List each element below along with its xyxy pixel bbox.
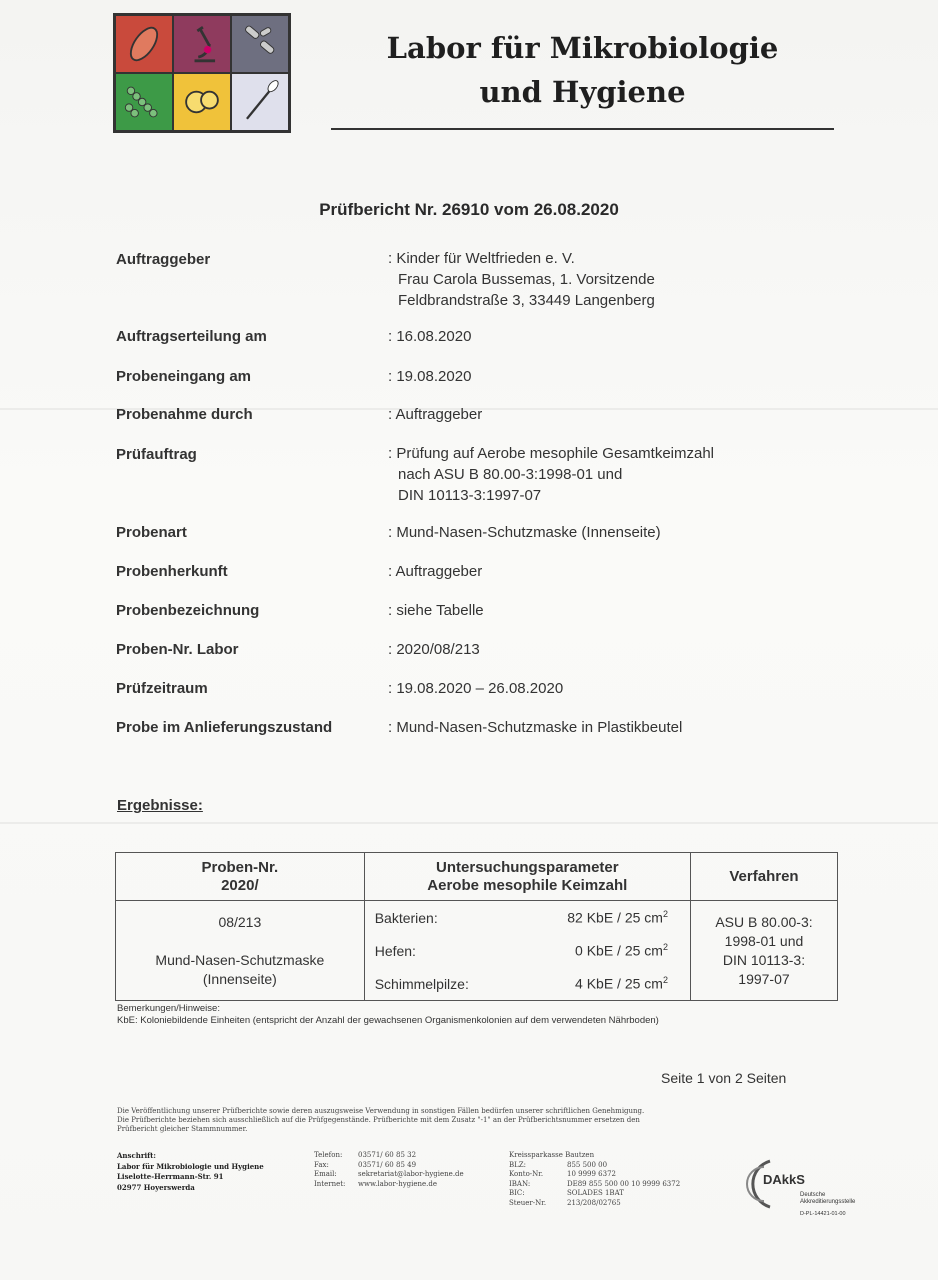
bank-name: Kreissparkasse Bautzen	[509, 1151, 595, 1159]
param-row-bakterien	[365, 901, 690, 934]
dakks-logo-text: DAkkS	[763, 1172, 805, 1187]
method-line: 1998-01 und	[724, 932, 804, 949]
field-value-auftraggeber	[388, 248, 655, 311]
lab-title-line2: und Hygiene	[479, 75, 686, 109]
legal-line: Die Prüfberichte beziehen sich ausschließlich auf die Prüfgegenstände. Prüfberichte mit dem Zusatz "-1" an der Prüfberichtsnummer ersetzen den	[117, 1116, 640, 1124]
contact-phone: Telefon: 03571/ 60 85 32	[314, 1151, 417, 1159]
footer-bank	[509, 1151, 680, 1208]
field-value-auftragserteilung: : 16.08.2020	[388, 328, 472, 345]
results-heading: Ergebnisse:	[117, 797, 203, 814]
field-value-proben-nr: : 2020/08/213	[388, 641, 480, 658]
value-line: Frau Carola Bussemas, 1. Vorsitzende	[398, 271, 655, 288]
header-text: Untersuchungsparameter	[436, 858, 619, 876]
report-title: Prüfbericht Nr. 26910 vom 26.08.2020	[319, 200, 619, 219]
bank-row: BLZ: 855 500 00	[509, 1160, 608, 1169]
logo-tile-cells-icon	[173, 73, 231, 131]
dakks-id: D-PL-14421-01-00	[800, 1211, 846, 1217]
logo-tile-chain-icon	[115, 73, 173, 131]
sample-name: Mund-Nasen-Schutzmaske	[155, 952, 325, 968]
param-name: Hefen:	[374, 942, 416, 959]
lab-title-line1: Labor für Mikrobiologie	[386, 31, 779, 65]
logo-tile-bacterium-icon	[115, 15, 173, 73]
bank-row: Konto-Nr. 10 9999 6372	[509, 1170, 616, 1178]
param-row-hefen	[365, 934, 690, 967]
header-parameter	[364, 853, 690, 901]
logo-tile-rods-icon	[231, 15, 289, 73]
sample-cell	[116, 901, 365, 1001]
footer-contact	[314, 1151, 464, 1189]
legal-notice	[117, 1107, 823, 1134]
header-text: 2020/	[221, 876, 259, 894]
method-line: 1997-07	[738, 970, 790, 987]
value-line: : Kinder für Weltfrieden e. V.	[388, 250, 575, 267]
field-value-pruefzeitraum: : 19.08.2020 – 26.08.2020	[388, 680, 564, 697]
header-text: Proben-Nr.	[201, 858, 279, 876]
field-label-auftraggeber: Auftraggeber	[116, 251, 211, 268]
paper-fold	[0, 822, 938, 824]
lab-logo	[113, 13, 291, 133]
sample-id: 08/213	[218, 914, 262, 930]
field-label-probenbezeichnung: Probenbezeichnung	[116, 602, 260, 619]
sample-name: (Innenseite)	[202, 971, 277, 987]
field-label-probenahme: Probenahme durch	[116, 406, 253, 423]
field-label-pruefzeitraum: Prüfzeitraum	[116, 680, 208, 697]
method-cell	[690, 901, 837, 1001]
param-value: 4 KbE / 25 $cm^2$	[575, 975, 668, 992]
field-value-probenbezeichnung: : siehe Tabelle	[388, 602, 484, 619]
field-value-pruefauftrag	[388, 443, 714, 506]
parameter-cell	[364, 901, 690, 1001]
field-label-proben-nr: Proben-Nr. Labor	[116, 641, 239, 658]
value-line: DIN 10113-3:1997-07	[398, 487, 542, 504]
contact-website[interactable]: Internet: www.labor-hygiene.de	[314, 1179, 438, 1188]
param-row-schimmelpilze	[365, 967, 690, 1000]
method-line: DIN 10113-3:	[722, 951, 806, 968]
field-label-auftragserteilung: Auftragserteilung am	[116, 328, 267, 345]
field-label-probeneingang: Probeneingang am	[116, 368, 252, 385]
address-heading: Anschrift:	[117, 1151, 156, 1160]
param-name: Schimmelpilze:	[374, 975, 469, 992]
field-label-pruefauftrag: Prüfauftrag	[116, 446, 197, 463]
address-line: 02977 Hoyerswerda	[117, 1182, 195, 1192]
field-value-anlieferungszustand: : Mund-Nasen-Schutzmaske in Plastikbeutel	[388, 719, 683, 736]
value-line: Feldbrandstraße 3, 33449 Langenberg	[398, 292, 655, 309]
table-row	[116, 901, 838, 1001]
contact-email[interactable]: Email: sekretariat@labor-hygiene.de	[314, 1170, 464, 1178]
address-line: Labor für Mikrobiologie und Hygiene	[117, 1161, 264, 1171]
contact-fax: Fax: 03571/ 60 85 49	[314, 1160, 417, 1169]
title-rule	[331, 128, 834, 130]
value-line: nach ASU B 80.00-3:1998-01 und	[398, 466, 623, 483]
table-header-row	[116, 853, 838, 901]
remarks-heading: Bemerkungen/Hinweise:	[117, 1003, 220, 1014]
field-value-probenherkunft: : Auftraggeber	[388, 563, 483, 580]
address-line: Liselotte-Herrmann-Str. 91	[117, 1172, 224, 1181]
field-value-probeneingang: : 19.08.2020	[388, 368, 472, 385]
dakks-subtitle: Deutsche Akkreditierungsstelle	[800, 1192, 856, 1205]
legal-line: Die Veröffentlichung unserer Prüfberichte sowie deren auszugsweise Verwendung in sonstigen Fällen bedürfen unserer schriftlichen Genehmigung.	[117, 1107, 645, 1115]
header-verfahren: Verfahren	[690, 853, 837, 901]
bank-row: BIC: SOLADES 1BAT	[509, 1189, 624, 1197]
field-value-probenahme: : Auftraggeber	[388, 406, 483, 423]
lab-title	[330, 26, 835, 114]
header-text: Aerobe mesophile Keimzahl	[427, 876, 628, 894]
remarks-text: KbE: Koloniebildende Einheiten (entspricht der Anzahl der gewachsenen Organismenkolonien auf dem verwendeten Nährboden)	[117, 1015, 659, 1026]
field-value-probenart: : Mund-Nasen-Schutzmaske (Innenseite)	[388, 524, 661, 541]
param-value: 0 KbE / 25 $cm^2$	[575, 942, 668, 959]
results-table	[115, 852, 838, 1001]
bank-row: Steuer-Nr. 213/208/02765	[509, 1198, 621, 1207]
page-number: Seite 1 von 2 Seiten	[661, 1070, 787, 1086]
logo-tile-microscope-icon	[173, 15, 231, 73]
footer-address	[117, 1151, 264, 1193]
dakks-emblem-icon	[740, 1149, 880, 1219]
field-label-anlieferungszustand: Probe im Anlieferungszustand	[116, 719, 333, 736]
field-label-probenherkunft: Probenherkunft	[116, 563, 228, 580]
param-name: Bakterien:	[374, 909, 438, 926]
field-label-probenart: Probenart	[116, 524, 187, 541]
bank-row: IBAN: DE89 855 500 00 10 9999 6372	[509, 1179, 681, 1188]
header-proben-nr	[116, 853, 365, 901]
remarks	[117, 1003, 659, 1027]
legal-line: Prüfbericht gleicher Stammnummer.	[117, 1125, 248, 1133]
logo-tile-swab-icon	[231, 73, 289, 131]
param-value: 82 KbE / 25 $cm^2$	[567, 909, 668, 926]
value-line: : Prüfung auf Aerobe mesophile Gesamtkeimzahl	[388, 445, 715, 462]
method-line: ASU B 80.00-3:	[715, 913, 813, 930]
